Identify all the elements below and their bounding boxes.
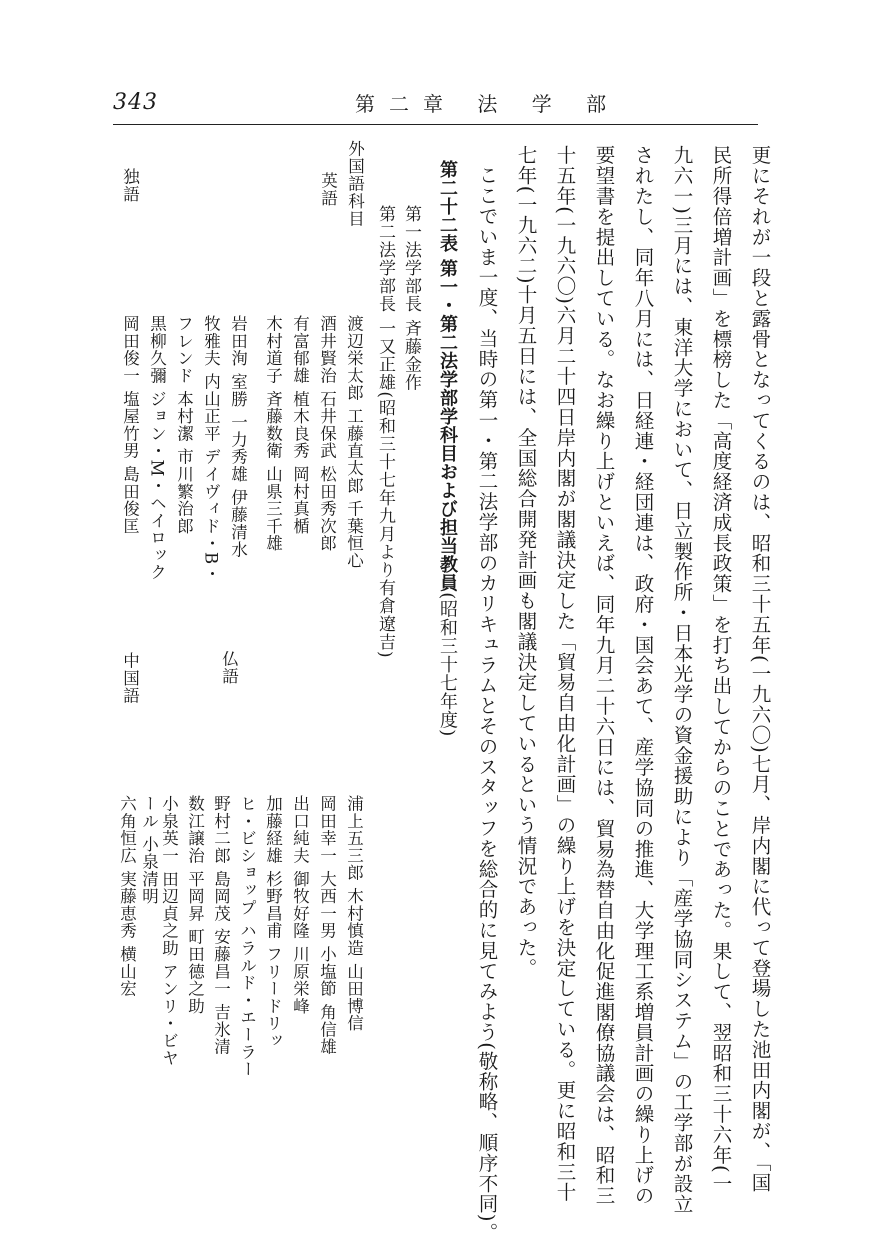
body-text-column: されたし、同年八月には、日経連・経団連は、政府・国会あて、産学協同の推進、大学理工系増員計画の繰り上げの bbox=[631, 145, 655, 1206]
staff-entry: 野村二郎 島岡茂 安藤昌一 吉氷清 bbox=[211, 795, 231, 1056]
staff-entry: 六角恒広 実藤恵秀 横山宏 bbox=[117, 795, 137, 998]
header-rule bbox=[113, 124, 758, 125]
staff-entry: ール 小泉清明 bbox=[139, 795, 159, 905]
body-text-column: ここでいま一度、当時の第一・第二法学部のカリキュラムとそのスタッフを総合的に見てみよう(敬称略、順序不同)。 bbox=[475, 165, 499, 1243]
subject-label-chinese: 中国語 bbox=[120, 652, 140, 705]
subject-label-english: 英語 bbox=[318, 172, 338, 207]
body-text-column: 十五年(一九六〇)六月二十四日岸内閣が閣議決定した「貿易自由化計画」の繰り上げを決定している。更に昭和三十 bbox=[553, 145, 577, 1203]
staff-entry: 渡辺栄太郎 工藤直太郎 千葉恒心 bbox=[344, 315, 364, 570]
staff-entry: 岩田洵 室勝 一力秀雄 伊藤清水 bbox=[228, 315, 248, 559]
table-caption-note: (昭和三十七年度) bbox=[437, 592, 458, 737]
staff-entry: 小泉英一 田辺貞之助 アンリ・ビヤ bbox=[159, 795, 179, 1067]
body-text-column: 更にそれが一段と露骨となってくるのは、昭和三十五年(一九六〇)七月、岸内閣に代って登場した池田内閣が、「国 bbox=[748, 145, 772, 1193]
body-text-column: 九六一)三月には、東洋大学において、日立製作所・日本光学の資金援助により「産学協同システム」の工学部が設立 bbox=[670, 145, 694, 1215]
staff-entry: 酒井賢治 石井保武 松田秀次郎 bbox=[317, 315, 337, 552]
running-head: 第二章 法 学 部 bbox=[355, 92, 621, 116]
category-heading: 外国語科目 bbox=[345, 140, 365, 228]
staff-entry: 木村道子 斉藤数衛 山県三千雄 bbox=[263, 315, 283, 552]
staff-entry: 岡田幸一 大西一男 小塩節 角信雄 bbox=[317, 795, 337, 1056]
body-text-column: 民所得倍増計画」を標榜した「高度経済成長政策」を打ち出してからのことであった。果して、翌昭和三十六年(一 bbox=[709, 145, 733, 1194]
staff-entry: 岡田俊一 塩屋竹男 島田俊匡 bbox=[120, 315, 140, 535]
staff-entry: 浦上五三郎 木村慎造 山田博信 bbox=[344, 795, 364, 1032]
page-number: 343 bbox=[113, 90, 158, 115]
dean-line: 第二法学部長 一又正雄(昭和三十七年九月より有倉遼吉) bbox=[375, 205, 395, 659]
table-caption-title: 第二十二表 第一・第二法学部学科目および担当教員 bbox=[437, 160, 458, 593]
staff-entry: 加藤経雄 杉野昌甫 フリードリッ bbox=[263, 795, 283, 1050]
staff-entry: 牧雅夫 内山正平 デイヴィド・B・ bbox=[201, 315, 221, 583]
staff-entry: ヒ・ビショップ ハラルド・エーラー bbox=[237, 795, 257, 1078]
staff-entry: フレンド 本村潔 市川繁治郎 bbox=[174, 315, 194, 535]
staff-entry: 有富郁雄 植木良秀 岡村真楯 bbox=[290, 315, 310, 535]
body-text-column: 七年(一九六二)十月五日には、全国総合開発計画も閣議決定しているという情況であった。 bbox=[514, 145, 538, 979]
body-text-column: 要望書を提出している。なお繰り上げといえば、同年九月二十六日には、貿易為替自由化促進閣僚協議会は、昭和三 bbox=[592, 145, 616, 1206]
subject-label-german: 独語 bbox=[120, 168, 140, 203]
staff-entry: 出口純夫 御牧好隆 川原栄峰 bbox=[290, 795, 310, 1015]
staff-entry: 黒柳久彌 ジョン・M・ヘイロック bbox=[147, 315, 167, 581]
dean-line: 第一法学部長 斉藤金作 bbox=[401, 205, 421, 392]
subject-label-french: 仏語 bbox=[219, 650, 239, 685]
staff-entry: 数江譲治 平岡昇 町田德之助 bbox=[185, 795, 205, 1015]
table-caption bbox=[438, 160, 456, 737]
